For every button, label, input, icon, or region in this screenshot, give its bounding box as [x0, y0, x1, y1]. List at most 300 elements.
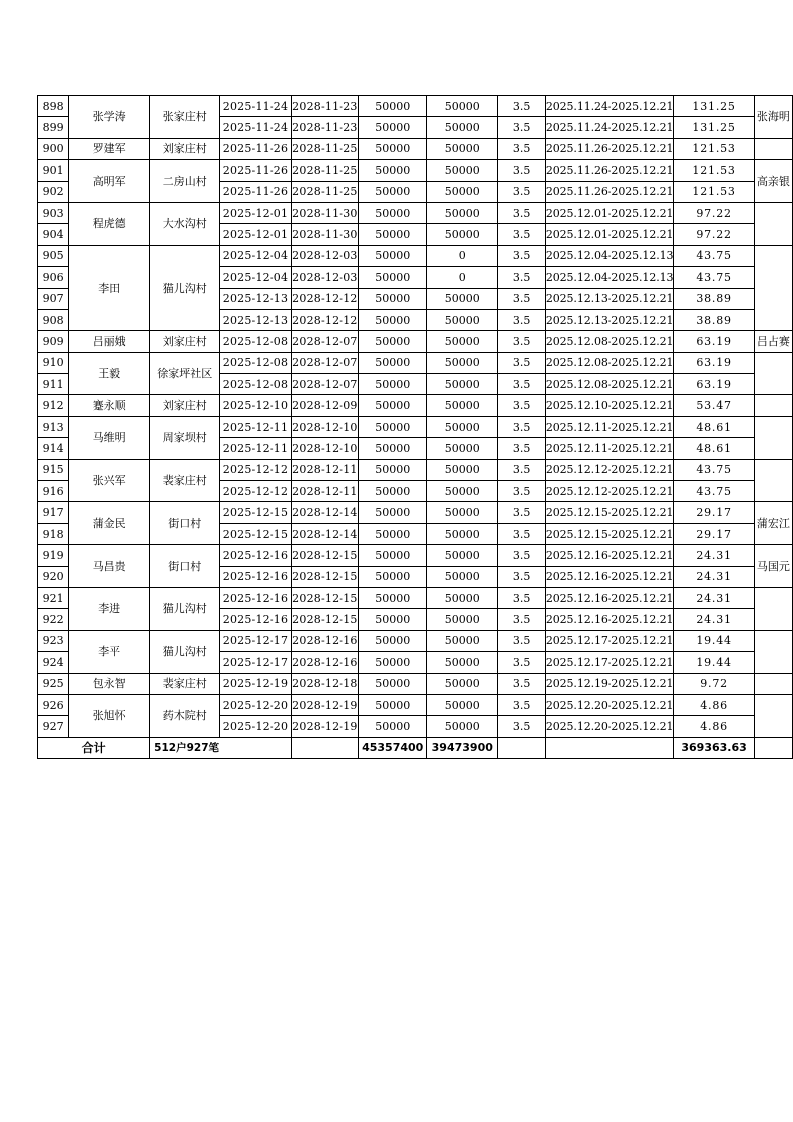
loan-start-date: 2025-12-11: [220, 416, 291, 437]
interest-amount: 24.31: [674, 587, 754, 608]
village-name: 街口村: [150, 545, 220, 588]
interest-period: 2025.12.08-2025.12.21: [545, 352, 674, 373]
loan-balance: 50000: [427, 694, 498, 715]
village-name: 药木院村: [150, 694, 220, 737]
loan-balance: 50000: [427, 652, 498, 673]
interest-rate: 3.5: [498, 673, 545, 694]
loan-balance: 50000: [427, 202, 498, 223]
interest-rate: 3.5: [498, 117, 545, 138]
loan-start-date: 2025-12-16: [220, 566, 291, 587]
interest-amount: 63.19: [674, 374, 754, 395]
row-number: 922: [38, 609, 69, 630]
loan-balance: 50000: [427, 224, 498, 245]
loan-end-date: 2028-12-18: [291, 673, 359, 694]
borrower-name: 张兴军: [69, 459, 150, 502]
loan-balance: 50000: [427, 630, 498, 651]
loan-end-date: 2028-11-30: [291, 202, 359, 223]
total-balance: 39473900: [427, 737, 498, 758]
interest-rate: 3.5: [498, 502, 545, 523]
loan-balance: 50000: [427, 523, 498, 544]
interest-period: 2025.12.20-2025.12.21: [545, 694, 674, 715]
interest-amount: 121.53: [674, 138, 754, 159]
loan-balance: 50000: [427, 288, 498, 309]
loan-end-date: 2028-12-15: [291, 566, 359, 587]
loan-start-date: 2025-12-15: [220, 502, 291, 523]
interest-period: 2025.12.10-2025.12.21: [545, 395, 674, 416]
loan-start-date: 2025-12-20: [220, 716, 291, 737]
row-number: 927: [38, 716, 69, 737]
loan-balance: 0: [427, 267, 498, 288]
interest-amount: 121.53: [674, 181, 754, 202]
loan-end-date: 2028-12-15: [291, 609, 359, 630]
loan-end-date: 2028-12-07: [291, 331, 359, 352]
guarantor-note: [754, 202, 792, 245]
borrower-name: 李平: [69, 630, 150, 673]
loan-balance: 50000: [427, 438, 498, 459]
loan-end-date: 2028-12-19: [291, 694, 359, 715]
loan-balance: 50000: [427, 673, 498, 694]
interest-period: 2025.12.19-2025.12.21: [545, 673, 674, 694]
loan-start-date: 2025-12-15: [220, 523, 291, 544]
total-count: 512户927笔: [150, 737, 291, 758]
loan-end-date: 2028-12-09: [291, 395, 359, 416]
loan-amount: 50000: [359, 416, 427, 437]
interest-rate: 3.5: [498, 224, 545, 245]
loan-amount: 50000: [359, 694, 427, 715]
ledger-body: [38, 96, 793, 738]
table-row: [38, 694, 793, 715]
village-name: 裴家庄村: [150, 673, 220, 694]
total-blank-rate: [498, 737, 545, 758]
interest-amount: 131.25: [674, 117, 754, 138]
table-row: [38, 673, 793, 694]
table-row: [38, 160, 793, 181]
loan-balance: 50000: [427, 416, 498, 437]
loan-balance: 50000: [427, 716, 498, 737]
total-interest: 369363.63: [674, 737, 754, 758]
loan-start-date: 2025-12-01: [220, 224, 291, 245]
interest-period: 2025.12.08-2025.12.21: [545, 331, 674, 352]
table-row: [38, 96, 793, 117]
interest-period: 2025.11.26-2025.12.21: [545, 138, 674, 159]
interest-amount: 38.89: [674, 309, 754, 330]
loan-amount: 50000: [359, 202, 427, 223]
loan-balance: 50000: [427, 138, 498, 159]
row-number: 902: [38, 181, 69, 202]
loan-amount: 50000: [359, 245, 427, 266]
loan-balance: 50000: [427, 609, 498, 630]
interest-period: 2025.12.16-2025.12.21: [545, 566, 674, 587]
row-number: 918: [38, 523, 69, 544]
table-row: [38, 587, 793, 608]
borrower-name: 罗建军: [69, 138, 150, 159]
interest-amount: 48.61: [674, 416, 754, 437]
village-name: 猫儿沟村: [150, 587, 220, 630]
loan-end-date: 2028-12-03: [291, 267, 359, 288]
guarantor-note: 马国元: [754, 545, 792, 588]
interest-rate: 3.5: [498, 416, 545, 437]
loan-start-date: 2025-12-04: [220, 245, 291, 266]
row-number: 900: [38, 138, 69, 159]
interest-rate: 3.5: [498, 481, 545, 502]
interest-rate: 3.5: [498, 138, 545, 159]
table-row: [38, 416, 793, 437]
village-name: 猫儿沟村: [150, 245, 220, 331]
village-name: 刘家庄村: [150, 395, 220, 416]
loan-amount: 50000: [359, 138, 427, 159]
loan-amount: 50000: [359, 566, 427, 587]
borrower-name: 张旭怀: [69, 694, 150, 737]
interest-amount: 121.53: [674, 160, 754, 181]
total-row: [38, 737, 793, 758]
borrower-name: 马昌贵: [69, 545, 150, 588]
row-number: 905: [38, 245, 69, 266]
interest-period: 2025.11.24-2025.12.21: [545, 96, 674, 117]
total-amount: 45357400: [359, 737, 427, 758]
interest-rate: 3.5: [498, 545, 545, 566]
village-name: 裴家庄村: [150, 459, 220, 502]
interest-amount: 38.89: [674, 288, 754, 309]
row-number: 898: [38, 96, 69, 117]
row-number: 920: [38, 566, 69, 587]
guarantor-note: 蒲宏江: [754, 502, 792, 545]
loan-start-date: 2025-12-13: [220, 309, 291, 330]
loan-end-date: 2028-11-25: [291, 181, 359, 202]
interest-period: 2025.12.16-2025.12.21: [545, 545, 674, 566]
loan-start-date: 2025-12-17: [220, 630, 291, 651]
loan-amount: 50000: [359, 438, 427, 459]
table-row: [38, 331, 793, 352]
table-row: [38, 245, 793, 266]
guarantor-note: [754, 138, 792, 159]
interest-period: 2025.12.16-2025.12.21: [545, 587, 674, 608]
loan-start-date: 2025-12-08: [220, 374, 291, 395]
interest-period: 2025.12.11-2025.12.21: [545, 416, 674, 437]
loan-amount: 50000: [359, 160, 427, 181]
loan-amount: 50000: [359, 459, 427, 480]
table-row: [38, 459, 793, 480]
borrower-name: 李田: [69, 245, 150, 331]
row-number: 912: [38, 395, 69, 416]
loan-amount: 50000: [359, 96, 427, 117]
row-number: 924: [38, 652, 69, 673]
loan-balance: 50000: [427, 459, 498, 480]
loan-start-date: 2025-12-16: [220, 587, 291, 608]
interest-amount: 63.19: [674, 331, 754, 352]
interest-rate: 3.5: [498, 160, 545, 181]
interest-period: 2025.12.11-2025.12.21: [545, 438, 674, 459]
interest-amount: 43.75: [674, 481, 754, 502]
table-row: [38, 395, 793, 416]
interest-amount: 24.31: [674, 609, 754, 630]
borrower-name: 吕丽娥: [69, 331, 150, 352]
loan-balance: 50000: [427, 181, 498, 202]
interest-rate: 3.5: [498, 267, 545, 288]
loan-end-date: 2028-12-19: [291, 716, 359, 737]
loan-start-date: 2025-12-12: [220, 481, 291, 502]
loan-start-date: 2025-12-16: [220, 545, 291, 566]
interest-rate: 3.5: [498, 288, 545, 309]
loan-amount: 50000: [359, 181, 427, 202]
loan-end-date: 2028-11-25: [291, 160, 359, 181]
loan-end-date: 2028-12-12: [291, 288, 359, 309]
loan-start-date: 2025-12-08: [220, 331, 291, 352]
interest-period: 2025.12.16-2025.12.21: [545, 609, 674, 630]
row-number: 917: [38, 502, 69, 523]
loan-amount: 50000: [359, 224, 427, 245]
row-number: 899: [38, 117, 69, 138]
guarantor-note: 吕占赛: [754, 331, 792, 352]
loan-amount: 50000: [359, 395, 427, 416]
interest-rate: 3.5: [498, 609, 545, 630]
loan-balance: 50000: [427, 374, 498, 395]
guarantor-note: [754, 352, 792, 395]
total-label: 合计: [38, 737, 150, 758]
row-number: 914: [38, 438, 69, 459]
interest-rate: 3.5: [498, 694, 545, 715]
interest-amount: 43.75: [674, 459, 754, 480]
loan-amount: 50000: [359, 374, 427, 395]
interest-rate: 3.5: [498, 181, 545, 202]
table-row: [38, 630, 793, 651]
loan-start-date: 2025-12-17: [220, 652, 291, 673]
table-row: [38, 545, 793, 566]
loan-amount: 50000: [359, 545, 427, 566]
loan-amount: 50000: [359, 309, 427, 330]
interest-rate: 3.5: [498, 587, 545, 608]
row-number: 910: [38, 352, 69, 373]
borrower-name: 包永智: [69, 673, 150, 694]
interest-amount: 4.86: [674, 694, 754, 715]
interest-amount: 43.75: [674, 245, 754, 266]
guarantor-note: [754, 416, 792, 459]
interest-rate: 3.5: [498, 652, 545, 673]
loan-balance: 50000: [427, 481, 498, 502]
row-number: 906: [38, 267, 69, 288]
interest-period: 2025.12.20-2025.12.21: [545, 716, 674, 737]
interest-period: 2025.11.26-2025.12.21: [545, 181, 674, 202]
row-number: 908: [38, 309, 69, 330]
row-number: 913: [38, 416, 69, 437]
row-number: 919: [38, 545, 69, 566]
interest-rate: 3.5: [498, 523, 545, 544]
loan-balance: 50000: [427, 331, 498, 352]
interest-rate: 3.5: [498, 202, 545, 223]
interest-rate: 3.5: [498, 566, 545, 587]
interest-period: 2025.11.24-2025.12.21: [545, 117, 674, 138]
interest-rate: 3.5: [498, 245, 545, 266]
row-number: 923: [38, 630, 69, 651]
borrower-name: 王毅: [69, 352, 150, 395]
loan-start-date: 2025-12-12: [220, 459, 291, 480]
loan-start-date: 2025-12-10: [220, 395, 291, 416]
loan-amount: 50000: [359, 481, 427, 502]
loan-balance: 50000: [427, 566, 498, 587]
loan-balance: 50000: [427, 587, 498, 608]
interest-rate: 3.5: [498, 438, 545, 459]
loan-amount: 50000: [359, 117, 427, 138]
borrower-name: 高明军: [69, 160, 150, 203]
village-name: 刘家庄村: [150, 138, 220, 159]
interest-amount: 48.61: [674, 438, 754, 459]
interest-period: 2025.12.01-2025.12.21: [545, 202, 674, 223]
guarantor-note: [754, 395, 792, 416]
loan-balance: 50000: [427, 502, 498, 523]
loan-amount: 50000: [359, 716, 427, 737]
loan-end-date: 2028-12-12: [291, 309, 359, 330]
row-number: 907: [38, 288, 69, 309]
loan-start-date: 2025-12-16: [220, 609, 291, 630]
interest-period: 2025.12.04-2025.12.13: [545, 267, 674, 288]
loan-end-date: 2028-12-14: [291, 502, 359, 523]
loan-amount: 50000: [359, 331, 427, 352]
interest-rate: 3.5: [498, 630, 545, 651]
borrower-name: 马维明: [69, 416, 150, 459]
interest-amount: 63.19: [674, 352, 754, 373]
row-number: 926: [38, 694, 69, 715]
row-number: 904: [38, 224, 69, 245]
total-blank-end: [291, 737, 359, 758]
borrower-name: 蒲金民: [69, 502, 150, 545]
guarantor-note: [754, 694, 792, 737]
loan-start-date: 2025-12-20: [220, 694, 291, 715]
loan-amount: 50000: [359, 630, 427, 651]
table-row: [38, 202, 793, 223]
interest-rate: 3.5: [498, 374, 545, 395]
guarantor-note: [754, 245, 792, 331]
guarantor-note: [754, 630, 792, 673]
guarantor-note: 张海明: [754, 96, 792, 139]
loan-amount: 50000: [359, 652, 427, 673]
interest-period: 2025.12.01-2025.12.21: [545, 224, 674, 245]
interest-period: 2025.12.12-2025.12.21: [545, 481, 674, 502]
interest-amount: 4.86: [674, 716, 754, 737]
loan-start-date: 2025-12-19: [220, 673, 291, 694]
loan-end-date: 2028-11-30: [291, 224, 359, 245]
interest-period: 2025.12.13-2025.12.21: [545, 309, 674, 330]
row-number: 916: [38, 481, 69, 502]
interest-rate: 3.5: [498, 96, 545, 117]
total-blank-period: [545, 737, 674, 758]
loan-start-date: 2025-12-01: [220, 202, 291, 223]
interest-amount: 43.75: [674, 267, 754, 288]
interest-rate: 3.5: [498, 716, 545, 737]
loan-amount: 50000: [359, 673, 427, 694]
village-name: 刘家庄村: [150, 331, 220, 352]
loan-balance: 50000: [427, 309, 498, 330]
loan-end-date: 2028-12-16: [291, 630, 359, 651]
loan-end-date: 2028-12-11: [291, 459, 359, 480]
loan-balance: 0: [427, 245, 498, 266]
row-number: 901: [38, 160, 69, 181]
interest-amount: 19.44: [674, 652, 754, 673]
loan-balance: 50000: [427, 160, 498, 181]
row-number: 921: [38, 587, 69, 608]
village-name: 张家庄村: [150, 96, 220, 139]
loan-balance: 50000: [427, 96, 498, 117]
village-name: 街口村: [150, 502, 220, 545]
loan-balance: 50000: [427, 352, 498, 373]
loan-amount: 50000: [359, 502, 427, 523]
loan-ledger-table: [37, 95, 793, 759]
loan-start-date: 2025-11-24: [220, 117, 291, 138]
loan-balance: 50000: [427, 545, 498, 566]
loan-start-date: 2025-11-26: [220, 138, 291, 159]
interest-period: 2025.12.12-2025.12.21: [545, 459, 674, 480]
loan-balance: 50000: [427, 117, 498, 138]
table-row: [38, 352, 793, 373]
row-number: 911: [38, 374, 69, 395]
interest-amount: 24.31: [674, 566, 754, 587]
village-name: 猫儿沟村: [150, 630, 220, 673]
loan-end-date: 2028-12-15: [291, 587, 359, 608]
table-row: [38, 502, 793, 523]
table-row: [38, 138, 793, 159]
loan-amount: 50000: [359, 267, 427, 288]
loan-end-date: 2028-12-15: [291, 545, 359, 566]
interest-rate: 3.5: [498, 352, 545, 373]
loan-start-date: 2025-11-26: [220, 181, 291, 202]
interest-amount: 9.72: [674, 673, 754, 694]
guarantor-note: [754, 459, 792, 502]
guarantor-note: [754, 587, 792, 630]
loan-end-date: 2028-12-10: [291, 438, 359, 459]
interest-amount: 29.17: [674, 523, 754, 544]
interest-period: 2025.12.04-2025.12.13: [545, 245, 674, 266]
village-name: 二房山村: [150, 160, 220, 203]
loan-balance: 50000: [427, 395, 498, 416]
loan-amount: 50000: [359, 352, 427, 373]
loan-start-date: 2025-12-08: [220, 352, 291, 373]
interest-period: 2025.11.26-2025.12.21: [545, 160, 674, 181]
total-blank-note: [754, 737, 792, 758]
loan-start-date: 2025-12-11: [220, 438, 291, 459]
loan-end-date: 2028-12-07: [291, 352, 359, 373]
row-number: 909: [38, 331, 69, 352]
row-number: 925: [38, 673, 69, 694]
interest-amount: 24.31: [674, 545, 754, 566]
village-name: 周家坝村: [150, 416, 220, 459]
interest-rate: 3.5: [498, 331, 545, 352]
loan-end-date: 2028-12-11: [291, 481, 359, 502]
interest-amount: 97.22: [674, 202, 754, 223]
loan-amount: 50000: [359, 523, 427, 544]
borrower-name: 李进: [69, 587, 150, 630]
borrower-name: 张学涛: [69, 96, 150, 139]
interest-period: 2025.12.17-2025.12.21: [545, 652, 674, 673]
guarantor-note: [754, 673, 792, 694]
loan-start-date: 2025-11-24: [220, 96, 291, 117]
village-name: 大水沟村: [150, 202, 220, 245]
interest-period: 2025.12.17-2025.12.21: [545, 630, 674, 651]
loan-end-date: 2028-12-10: [291, 416, 359, 437]
loan-end-date: 2028-12-03: [291, 245, 359, 266]
row-number: 903: [38, 202, 69, 223]
interest-rate: 3.5: [498, 395, 545, 416]
loan-start-date: 2025-11-26: [220, 160, 291, 181]
loan-end-date: 2028-11-23: [291, 117, 359, 138]
loan-end-date: 2028-11-25: [291, 138, 359, 159]
village-name: 徐家坪社区: [150, 352, 220, 395]
guarantor-note: 高亲银: [754, 160, 792, 203]
interest-amount: 29.17: [674, 502, 754, 523]
interest-rate: 3.5: [498, 309, 545, 330]
borrower-name: 蹇永顺: [69, 395, 150, 416]
loan-start-date: 2025-12-04: [220, 267, 291, 288]
interest-amount: 53.47: [674, 395, 754, 416]
interest-period: 2025.12.13-2025.12.21: [545, 288, 674, 309]
loan-end-date: 2028-12-16: [291, 652, 359, 673]
